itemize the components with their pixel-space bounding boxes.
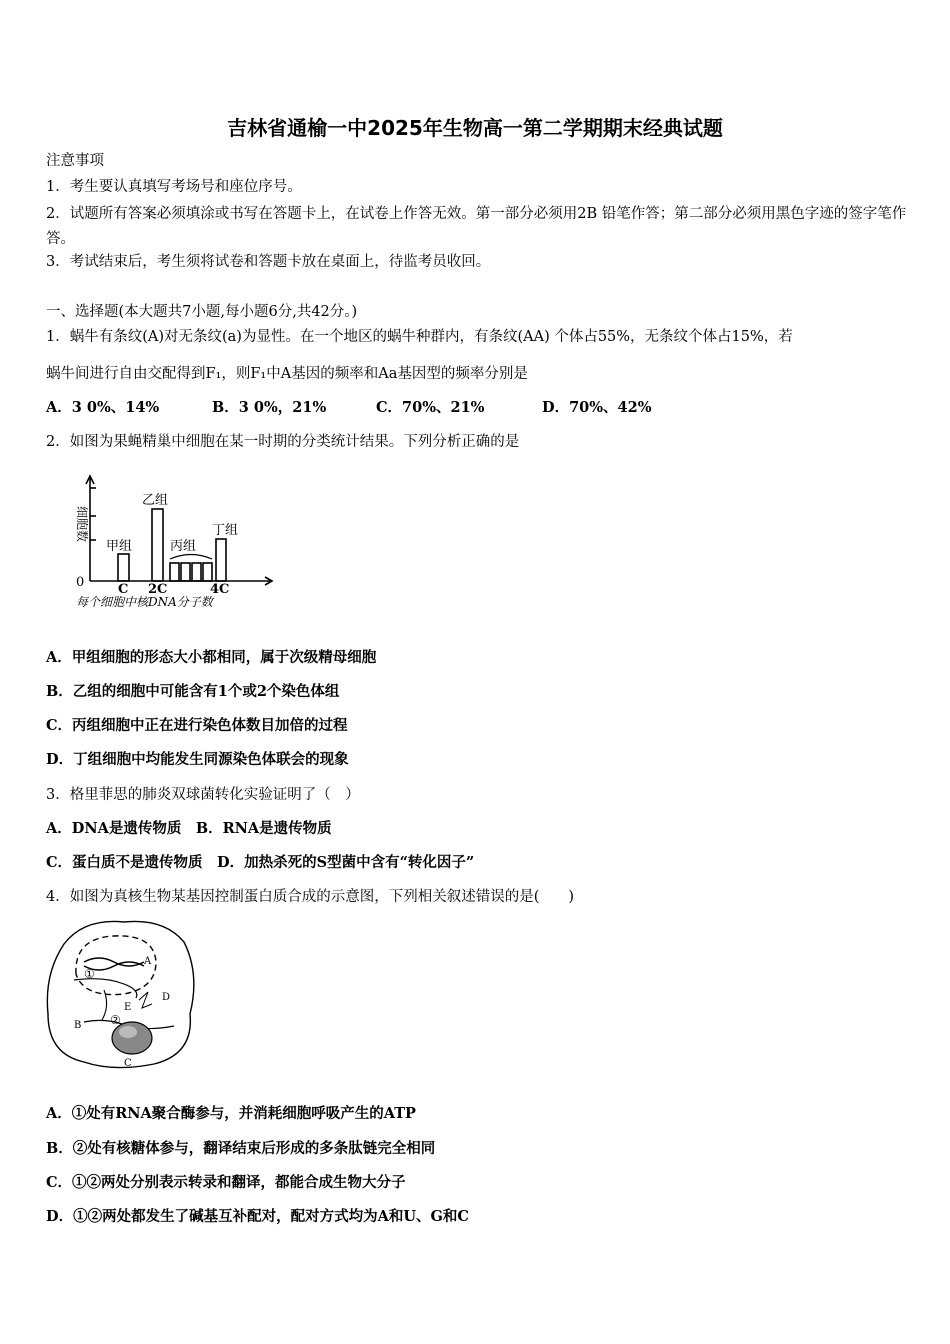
q3-options-line1: A．DNA是遗传物质 B．RNA是遗传物质	[46, 820, 332, 837]
notice-heading: 注意事项	[46, 153, 104, 169]
q4-option-a: A．①处有RNA聚合酶参与，并消耗细胞呼吸产生的ATP	[46, 1105, 416, 1122]
q4-option-d: D．①②两处都发生了碱基互补配对，配对方式均为A和U、G和C	[46, 1208, 469, 1225]
q4-cell-figure	[44, 914, 199, 1074]
bar-yi	[152, 509, 163, 581]
q1-option-a: A．3 0%、14%	[46, 399, 160, 416]
group-ding-label: 丁组	[212, 523, 239, 538]
q4-option-b: B．②处有核糖体参与，翻译结束后形成的多条肽链完全相同	[46, 1140, 436, 1157]
bar-bing-1	[170, 563, 179, 581]
q1-option-b: B．3 0%，21%	[212, 399, 327, 416]
origin-label: 0	[76, 575, 85, 590]
tick-c: C	[118, 582, 129, 597]
bar-bing-2	[181, 563, 190, 581]
q2-option-c: C．丙组细胞中正在进行染色体数目加倍的过程	[46, 717, 348, 734]
x-axis-label: 每个细胞中核DNA分子数	[76, 595, 213, 609]
section-heading: 一、选择题(本大题共7小题,每小题6分,共42分。)	[46, 304, 358, 320]
bing-brace	[170, 555, 212, 560]
q2-bar-figure	[60, 466, 290, 616]
bar-bing-4	[203, 563, 212, 581]
label-circle-1: ①	[84, 967, 95, 981]
group-jia-label: 甲组	[106, 539, 133, 554]
bar-ding	[216, 539, 226, 581]
notice-item-3: 3．考试结束后，考生须将试卷和答题卡放在桌面上，待监考员收回。	[46, 254, 491, 270]
q2-stem: 2．如图为果蝇精巢中细胞在某一时期的分类统计结果。下列分析正确的是	[46, 434, 520, 450]
q3-stem: 3．格里菲思的肺炎双球菌转化实验证明了（ ）	[46, 787, 360, 803]
group-yi-label: 乙组	[142, 493, 169, 508]
q1-option-d: D．70%、42%	[542, 399, 652, 416]
q2-option-a: A．甲组细胞的形态大小都相同，属于次级精母细胞	[46, 649, 377, 666]
y-axis-label: 细胞数	[75, 506, 89, 543]
q3-options-line2: C．蛋白质不是遗传物质 D．加热杀死的S型菌中含有“转化因子”	[46, 854, 475, 871]
label-d: D	[162, 992, 171, 1003]
tick-2c: 2C	[148, 582, 168, 597]
mrna-exit	[102, 990, 107, 1020]
page-title: 吉林省通榆一中2025年生物高一第二学期期末经典试题	[227, 116, 723, 140]
q4-stem: 4．如图为真核生物某基因控制蛋白质合成的示意图，下列相关叙述错误的是( )	[46, 889, 575, 905]
q1-option-c: C．70%、21%	[376, 399, 485, 416]
label-c: C	[124, 1058, 132, 1069]
q1-stem-line1: 1．蜗牛有条纹(A)对无条纹(a)为显性。在一个地区的蜗牛种群内，有条纹(AA) 个体占55%，无条纹个体占15%，若	[46, 329, 793, 345]
notice-item-1: 1．考生要认真填写考场号和座位序号。	[46, 179, 302, 195]
q2-option-b: B．乙组的细胞中可能含有1个或2个染色体组	[46, 683, 340, 700]
ribosome-subunit	[119, 1026, 137, 1038]
label-b: B	[74, 1020, 82, 1031]
q1-stem-line2: 蜗牛间进行自由交配得到F₁，则F₁中A基因的频率和Aa基因型的频率分别是	[46, 366, 528, 382]
bar-bing-3	[192, 563, 201, 581]
trna-d	[139, 992, 152, 1008]
bar-jia	[118, 554, 129, 581]
label-e: E	[124, 1002, 132, 1013]
label-circle-2: ②	[110, 1013, 121, 1027]
tick-4c: 4C	[210, 582, 230, 597]
q4-option-c: C．①②两处分别表示转录和翻译，都能合成生物大分子	[46, 1174, 406, 1191]
notice-item-2: 2．试题所有答案必须填涂或书写在答题卡上，在试卷上作答无效。第一部分必须用2B 铅笔作答；第二部分必须用黑色字迹的签字笔作答。	[46, 206, 907, 247]
label-a: A	[144, 956, 152, 967]
group-bing-label: 丙组	[170, 539, 197, 554]
q2-option-d: D．丁组细胞中均能发生同源染色体联会的现象	[46, 751, 349, 768]
